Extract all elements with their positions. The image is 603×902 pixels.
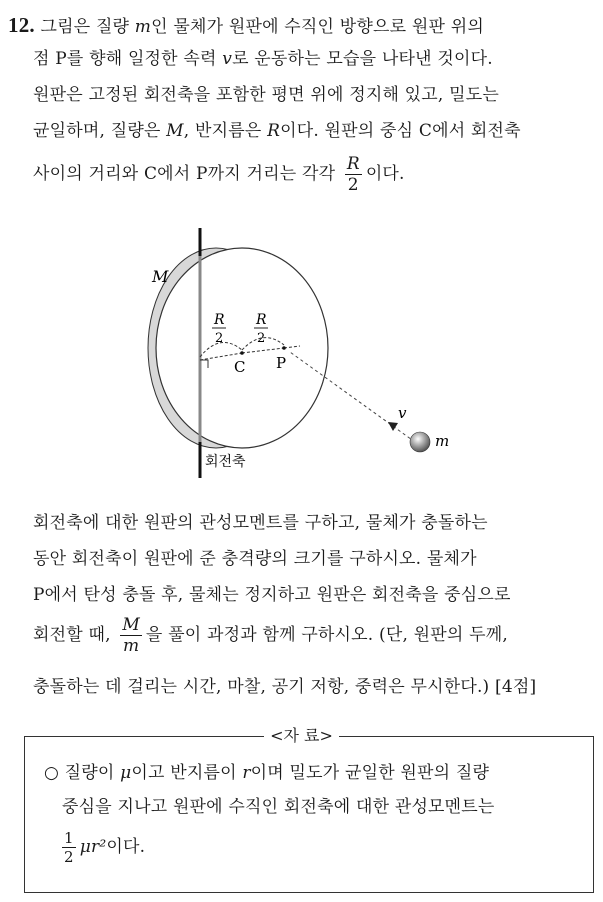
task-line-2 (33, 548, 477, 570)
reference-text: ○ 질량이 (44, 763, 121, 783)
question-text: 그림은 질량 (40, 17, 135, 37)
label-ball-mass: m (435, 432, 450, 450)
r-symbol: r (242, 763, 251, 783)
question-text: 원판은 고정된 회전축을 포함한 평면 위에 정지해 있고, 밀도는 (33, 85, 499, 105)
mu-symbol: μ (120, 763, 132, 783)
task-text: 동안 회전축이 원판에 준 충격량의 크기를 구하시오. 물체가 (33, 549, 477, 569)
question-text: 이다. (365, 164, 405, 184)
impact-point-p (282, 346, 286, 350)
reference-line-1 (44, 762, 489, 784)
question-text: 인 물체가 원판에 수직인 방향으로 원판 위의 (151, 17, 484, 37)
question-text: , 반지름은 (183, 121, 268, 141)
label-r-den-2: 2 (257, 331, 266, 346)
question-text: 균일하며, 질량은 (33, 121, 167, 141)
fraction-m-over-m (120, 615, 142, 656)
question-line-5 (33, 150, 405, 198)
task-line-4 (33, 612, 508, 658)
task-text: 회전할 때, (33, 625, 111, 645)
disk-collision-figure (130, 220, 460, 480)
fraction-denominator: 2 (64, 848, 74, 866)
label-r-num-2: R (256, 312, 267, 328)
fraction-numerator: R (346, 154, 360, 174)
question-line-2 (33, 48, 493, 70)
moving-object-ball (410, 432, 430, 452)
task-line-5 (33, 676, 536, 698)
fraction-one-half (62, 829, 76, 866)
radius-symbol: R (267, 121, 281, 141)
question-text: 로 운동하는 모습을 나타낸 것이다. (232, 49, 493, 69)
fraction-denominator: m (122, 636, 140, 656)
moment-expression: μr² (79, 837, 107, 857)
fraction-numerator: M (122, 615, 140, 635)
question-text: 점 P를 향해 일정한 속력 (33, 49, 223, 69)
question-number: 12. (8, 13, 35, 37)
task-text: P에서 탄성 충돌 후, 물체는 정지하고 원판은 회전축을 중심으로 (33, 585, 511, 605)
label-point-p: P (276, 354, 287, 372)
reference-text: 중심을 지나고 원판에 수직인 회전축에 대한 관성모멘트는 (62, 797, 495, 817)
fraction-r-over-2 (345, 154, 362, 195)
reference-text: 이다. (106, 837, 146, 857)
mass-symbol: m (134, 17, 152, 37)
task-text: 을 풀이 과정과 함께 구하시오. (단, 원판의 두께, (145, 625, 508, 645)
task-line-3 (33, 584, 511, 606)
label-disk-mass: M (152, 267, 169, 286)
reference-line-2 (62, 796, 495, 818)
disk-face (156, 248, 328, 448)
label-r-den-1: 2 (215, 331, 224, 346)
label-velocity: v (398, 404, 407, 422)
fraction-numerator: 1 (64, 829, 74, 847)
reference-line-3 (58, 824, 145, 870)
question-line-3 (33, 84, 499, 106)
question-line-4 (33, 120, 521, 142)
task-line-1 (33, 512, 488, 534)
reference-title-text: <자 료> (264, 726, 339, 745)
task-text: 회전축에 대한 원판의 관성모멘트를 구하고, 물체가 충돌하는 (33, 513, 488, 533)
question-line-1 (8, 14, 484, 38)
label-center-c: C (234, 358, 246, 376)
disk-mass-symbol: M (166, 121, 184, 141)
reference-text: 이며 밀도가 균일한 원판의 질량 (250, 763, 490, 783)
question-text: 이다. 원판의 중심 C에서 회전축 (280, 121, 521, 141)
question-text: 사이의 거리와 C에서 P까지 거리는 각각 (33, 164, 336, 184)
fraction-denominator: 2 (347, 175, 359, 195)
velocity-arrow-head (388, 422, 398, 431)
label-rotation-axis: 회전축 (205, 454, 246, 470)
label-r-num-1: R (214, 312, 225, 328)
velocity-symbol: v (222, 49, 233, 69)
center-point-c (240, 351, 244, 355)
reference-box-title (0, 723, 603, 746)
task-text: 충돌하는 데 걸리는 시간, 마찰, 공기 저항, 중력은 무시한다.) [4점] (33, 677, 537, 697)
reference-text: 이고 반지름이 (131, 763, 243, 783)
